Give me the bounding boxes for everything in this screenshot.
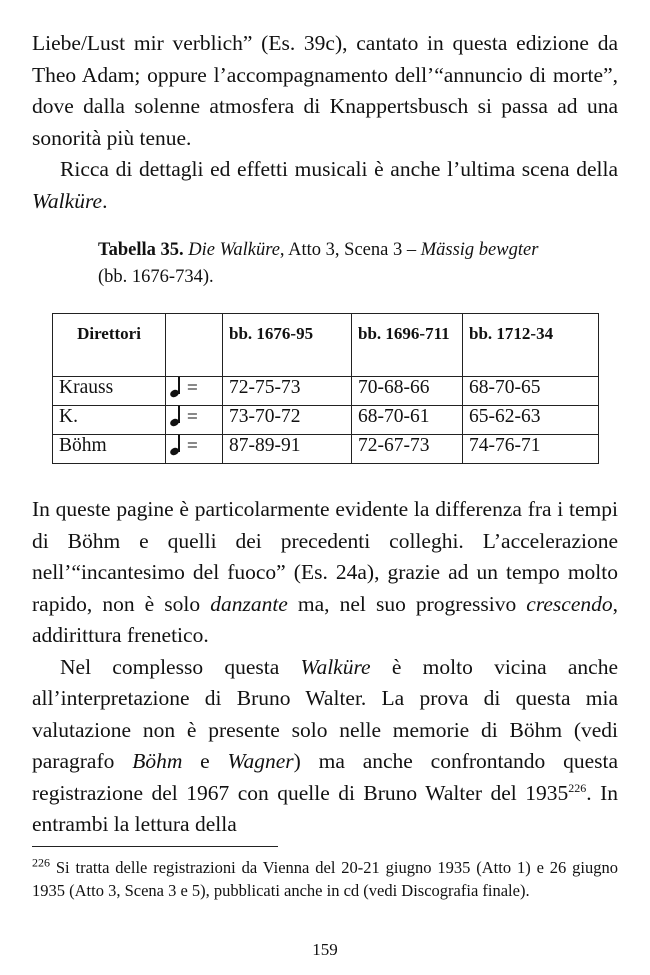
table-row xyxy=(53,377,599,406)
paragraph-2: Ricca di dettagli ed effetti musicali è anche l’ultima scena della Walküre. xyxy=(32,157,618,213)
cell-value: 72-75-73 xyxy=(223,377,352,406)
cell-tempo-symbol: = xyxy=(166,406,223,435)
table-row xyxy=(53,435,599,464)
footnote-reference[interactable]: 226 xyxy=(568,780,587,795)
table-row xyxy=(53,406,599,435)
tempo-table xyxy=(52,313,599,464)
cell-conductor: Böhm xyxy=(53,435,166,464)
page-body xyxy=(32,28,618,841)
cell-value: 65-62-63 xyxy=(463,406,599,435)
footnote-divider xyxy=(32,846,278,847)
cell-value: 70-68-66 xyxy=(352,377,463,406)
table-caption: Tabella 35. Die Walküre, Atto 3, Scena 3 – Mässig bewgter (bb. 1676-734). xyxy=(98,240,539,287)
cell-conductor: K. xyxy=(53,406,166,435)
cell-value: 74-76-71 xyxy=(463,435,599,464)
quarter-note-icon xyxy=(170,435,182,455)
cell-conductor: Krauss xyxy=(53,377,166,406)
header-conductors: Direttori xyxy=(53,314,166,377)
footnote: $^{226}$ Si tratta delle registrazioni da Vienna del 20-21 giugno 1935 (Atto 1) e 26 giugno 1935 (Atto 3, Scena 3 e 5), pubblicati anche in cd (vedi Discografia finale). xyxy=(32,855,618,900)
cell-value: 73-70-72 xyxy=(223,406,352,435)
paragraph-1: Liebe/Lust mir verblich” (Es. 39c), cantato in questa edizione da Theo Adam; oppure l’accompagnamento dell’“annuncio di morte”, dove dalla solenne atmosfera di Knappertsbusch si passa ad una sonorità più tenue. xyxy=(32,31,618,150)
paragraph-3: In queste pagine è particolarmente evidente la differenza fra i tempi di Böhm e quelli dei precedenti colleghi. L’accelerazione nell’“incantesimo del fuoco” (Es. 24a), grazie ad un tempo molto rapido, non è solo danzante ma, nel suo progressivo crescendo, addirittura frenetico. xyxy=(32,497,619,647)
cell-value: 68-70-61 xyxy=(352,406,463,435)
cell-value: 72-67-73 xyxy=(352,435,463,464)
header-bars-1: bb. 1676-95 xyxy=(223,314,352,377)
cell-value: 87-89-91 xyxy=(223,435,352,464)
cell-tempo-symbol: = xyxy=(166,377,223,406)
header-symbol xyxy=(166,314,223,377)
header-bars-3: bb. 1712-34 xyxy=(463,314,599,377)
page-number: 159 xyxy=(312,940,338,959)
cell-tempo-symbol: = xyxy=(166,435,223,464)
table-header-row xyxy=(53,314,599,377)
cell-value: 68-70-65 xyxy=(463,377,599,406)
footnote-number: 226 xyxy=(32,855,50,870)
header-bars-2: bb. 1696-711 xyxy=(352,314,463,377)
quarter-note-icon xyxy=(170,377,182,397)
paragraph-4: Nel complesso questa Walküre è molto vicina anche all’interpretazione di Bruno Walter. La prova di questa mia valutazione non è presente solo nelle memorie di Böhm (vedi paragrafo Böhm e Wagner) ma anche confrontando questa registrazione del 1967 con quelle di Bruno Walter del 1935$^{226}$. In entrambi la lettura della xyxy=(32,654,619,836)
quarter-note-icon xyxy=(170,406,182,426)
